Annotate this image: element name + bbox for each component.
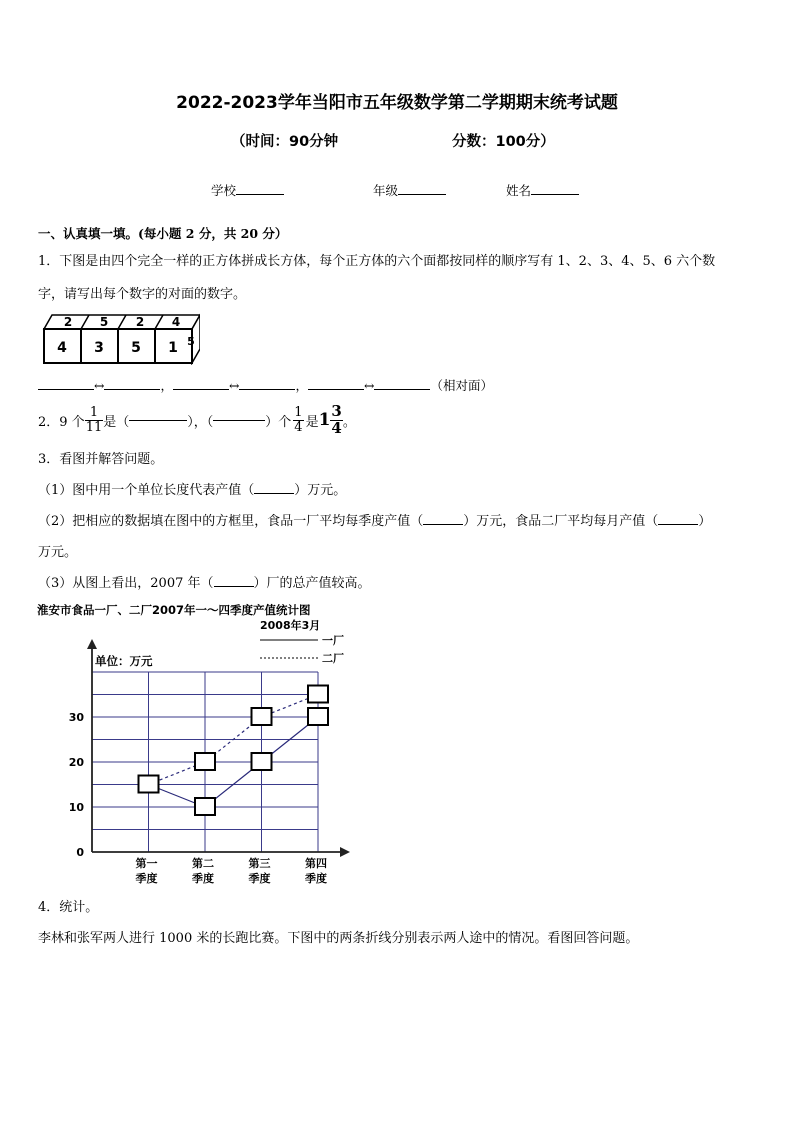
name-field xyxy=(506,181,579,199)
school-field xyxy=(211,181,284,199)
q3-p1a: （1）图中用一个单位长度代表产值（ xyxy=(38,483,255,498)
q1-blank-6[interactable] xyxy=(374,389,430,390)
q1-blank-2[interactable] xyxy=(104,389,160,390)
cube-side: 5 xyxy=(187,335,195,348)
q3-blank-4[interactable] xyxy=(214,586,254,587)
unit-label: 单位：万元 xyxy=(95,654,153,668)
section-heading: 一、认真填一填。(每小题 2 分，共 20 分） xyxy=(38,226,288,241)
chart-title: 淮安市食品一厂、二厂2007年一～四季度产值统计图 xyxy=(37,603,311,617)
frac2-den: 4 xyxy=(294,419,303,435)
q3-part1 xyxy=(38,479,346,498)
q3-p2c: ） xyxy=(698,514,712,529)
mixed-whole: 1 xyxy=(318,410,331,430)
q1-blank-5[interactable] xyxy=(308,389,364,390)
q3-part2-cont: 万元。 xyxy=(38,545,78,560)
arrow-3: ↔ xyxy=(364,378,375,393)
data-point-box xyxy=(195,753,215,770)
x-tick-label: 季度 xyxy=(305,872,327,885)
q1-text-line1: 1．下图是由四个完全一样的正方体拼成长方体，每个正方体的六个面都按同样的顺序写有 1、2、3、4、5、6 六个数 xyxy=(38,254,716,269)
q2-blank-2[interactable] xyxy=(213,420,265,421)
y-tick-label: 10 xyxy=(68,801,84,814)
comma-2: ， xyxy=(295,378,308,393)
x-tick-label: 季度 xyxy=(248,872,271,885)
x-tick-label: 第一 xyxy=(135,857,158,870)
school-blank[interactable] xyxy=(236,182,284,195)
cube-front-1: 4 xyxy=(57,340,67,356)
frac1-num: 1 xyxy=(85,406,104,421)
x-tick-label: 第四 xyxy=(305,857,327,870)
fraction-1-4 xyxy=(293,406,303,434)
frac1-den: 11 xyxy=(85,419,103,435)
q1-answer-line xyxy=(38,376,493,394)
exam-score: 分数：100分） xyxy=(452,134,555,150)
q2-end: 。 xyxy=(342,414,356,430)
q2-prefix: 2．9 个 xyxy=(38,414,85,430)
y-axis-arrow xyxy=(87,639,97,649)
data-point-box xyxy=(139,776,159,793)
arrow-2: ↔ xyxy=(229,378,240,393)
grade-label: 年级 xyxy=(373,183,399,198)
q3-blank-1[interactable] xyxy=(254,493,294,494)
cube-top-4: 4 xyxy=(171,315,181,329)
q3-p2b: ）万元，食品二厂平均每月产值（ xyxy=(463,514,659,529)
cube-front-2: 3 xyxy=(94,340,104,356)
q2-mid3: ）个 xyxy=(265,414,292,430)
q1-blank-4[interactable] xyxy=(239,389,295,390)
q2-blank-1[interactable] xyxy=(129,420,187,421)
q3-part2 xyxy=(38,510,711,529)
q3-p3b: ）厂的总产值较高。 xyxy=(253,576,371,591)
frac3-den: 4 xyxy=(331,418,342,437)
q2-mid1: 是（ xyxy=(103,414,130,430)
comma-1: ， xyxy=(160,378,173,393)
q2-mid2: ），（ xyxy=(187,414,214,430)
q4-text: 4．统计。 xyxy=(38,900,99,915)
cube-front-4: 1 xyxy=(168,340,178,356)
data-point-box xyxy=(252,708,272,725)
cube-top-3: 2 xyxy=(135,315,145,329)
q3-text: 3．看图并解答问题。 xyxy=(38,452,164,467)
q2-line xyxy=(38,400,356,440)
x-tick-label: 季度 xyxy=(192,872,214,885)
cube-front-3: 5 xyxy=(131,340,141,356)
frac2-num: 1 xyxy=(294,404,303,420)
cube-top-1: 2 xyxy=(63,315,73,329)
x-tick-label: 第三 xyxy=(248,857,271,870)
data-point-box xyxy=(195,798,215,815)
q3-p1b: ）万元。 xyxy=(294,483,347,498)
grade-blank[interactable] xyxy=(398,182,446,195)
legend-label-1: 一厂 xyxy=(322,634,344,647)
q4-desc: 李林和张军两人进行 1000 米的长跑比赛。下图中的两条折线分别表示两人途中的情况。看图回答问题。 xyxy=(38,931,639,946)
q3-blank-2[interactable] xyxy=(423,524,463,525)
exam-time: （时间：90分钟 xyxy=(231,134,339,150)
data-point-box xyxy=(308,708,328,725)
frac3-num: 3 xyxy=(331,401,342,420)
q1-suffix: （相对面） xyxy=(430,378,493,393)
q3-blank-3[interactable] xyxy=(658,524,698,525)
school-label: 学校 xyxy=(211,183,237,198)
x-axis-arrow xyxy=(340,847,350,857)
cube-figure xyxy=(40,311,200,365)
q1-blank-1[interactable] xyxy=(38,389,94,390)
data-point-box xyxy=(252,753,272,770)
arrow-1: ↔ xyxy=(94,378,105,393)
chart-subtitle: 2008年3月 xyxy=(260,619,321,632)
y-tick-label: 0 xyxy=(76,846,84,859)
grade-field xyxy=(373,181,446,199)
q1-text-line2: 字，请写出每个数字的对面的数字。 xyxy=(38,287,247,302)
q3-p3a: （3）从图上看出，2007 年（ xyxy=(38,576,214,591)
x-tick-label: 第二 xyxy=(192,857,214,870)
q1-blank-3[interactable] xyxy=(173,389,229,390)
q3-p2a: （2）把相应的数据填在图中的方框里，食品一厂平均每季度产值（ xyxy=(38,514,424,529)
q2-mid4: 是 xyxy=(305,414,319,430)
y-tick-label: 20 xyxy=(68,756,84,769)
page-title: 2022-2023学年当阳市五年级数学第二学期期末统考试题 xyxy=(176,93,618,113)
q3-part3 xyxy=(38,572,371,591)
y-tick-label: 30 xyxy=(68,711,84,724)
x-tick-label: 季度 xyxy=(135,872,158,885)
cube-top-2: 5 xyxy=(99,315,109,329)
legend-label-2: 二厂 xyxy=(322,652,344,665)
fraction-1-11 xyxy=(85,406,104,434)
data-point-box xyxy=(308,686,328,703)
name-blank[interactable] xyxy=(531,182,579,195)
production-chart xyxy=(30,615,370,890)
fraction-3-4 xyxy=(330,401,342,437)
name-label: 姓名 xyxy=(506,183,532,198)
